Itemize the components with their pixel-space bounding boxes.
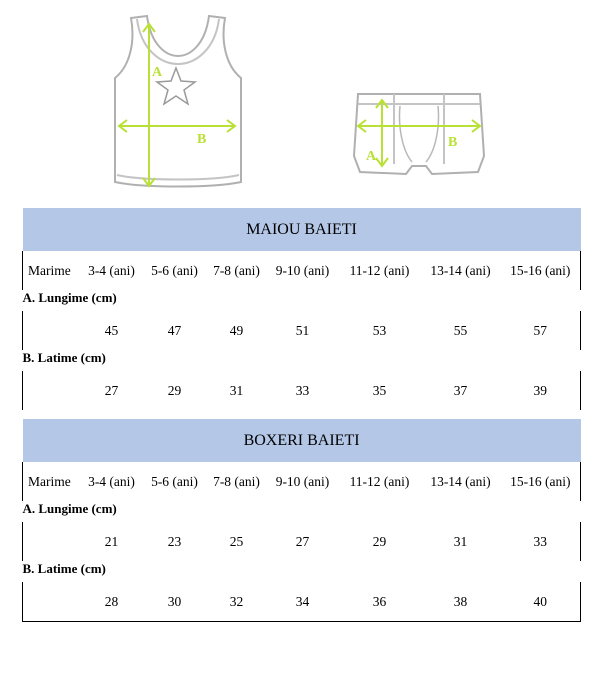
size-cell: 11-12 (ani) [349,473,410,489]
value-cell: 38 [421,582,501,622]
size-cell: 7-8 (ani) [213,262,260,278]
tank-top-diagram [103,10,253,210]
value-cell: 32 [207,582,267,622]
value-cell: 21 [104,533,119,549]
length-label: A. Lungime (cm) [22,501,117,516]
value-cell: 34 [267,582,339,622]
size-cell: 13-14 (ani) [430,262,491,278]
value-cell: 55 [453,322,468,338]
value-cell: 39 [501,371,581,410]
value-cell: 25 [229,533,244,549]
value-cell: 31 [453,533,468,549]
label-b: B [197,132,207,147]
value-cell: 40 [501,582,581,622]
width-label: B. Latime (cm) [22,350,106,365]
label-a: A [152,65,163,80]
value-cell: 29 [372,533,387,549]
width-values-row [23,371,581,410]
table-title: MAIOU BAIETI [23,208,581,251]
size-label: Marime [23,462,81,501]
size-cell: 9-10 (ani) [275,262,330,278]
label-a: A [366,149,377,164]
value-cell: 45 [104,322,119,338]
size-header-row [23,251,581,290]
value-cell: 27 [295,533,310,549]
value-cell: 33 [295,382,310,398]
value-cell: 51 [295,322,310,338]
table-title: BOXERI BAIETI [23,419,581,462]
value-cell: 47 [167,322,182,338]
size-cell: 3-4 (ani) [88,473,135,489]
size-cell: 15-16 (ani) [501,462,581,501]
size-table-boxeri [22,419,581,622]
size-cell: 5-6 (ani) [151,473,198,489]
length-values-row [23,311,581,350]
value-cell: 28 [81,582,143,622]
value-cell: 31 [229,382,244,398]
garment-illustrations [0,0,616,205]
boxers-diagram [344,86,494,186]
size-cell: 11-12 (ani) [349,262,410,278]
size-cell: 7-8 (ani) [213,473,260,489]
tank-top-outline [115,16,241,187]
value-cell: 29 [167,382,182,398]
width-label: B. Latime (cm) [22,561,106,576]
value-cell: 36 [339,582,421,622]
value-cell: 27 [104,382,119,398]
label-b: B [448,135,458,150]
size-table-maiou [22,208,581,410]
size-label: Marime [23,251,81,290]
width-values-row [23,582,581,622]
value-cell: 33 [501,522,581,561]
value-cell: 23 [167,533,182,549]
value-cell: 30 [143,582,207,622]
size-cell: 3-4 (ani) [88,262,135,278]
size-header-row [23,462,581,501]
value-cell: 53 [372,322,387,338]
size-cell: 5-6 (ani) [151,262,198,278]
length-label: A. Lungime (cm) [22,290,117,305]
size-cell: 9-10 (ani) [275,473,330,489]
value-cell: 49 [229,322,244,338]
size-cell: 15-16 (ani) [501,251,581,290]
size-cell: 13-14 (ani) [430,473,491,489]
value-cell: 57 [501,311,581,350]
length-values-row [23,522,581,561]
value-cell: 35 [372,382,387,398]
value-cell: 37 [453,382,468,398]
